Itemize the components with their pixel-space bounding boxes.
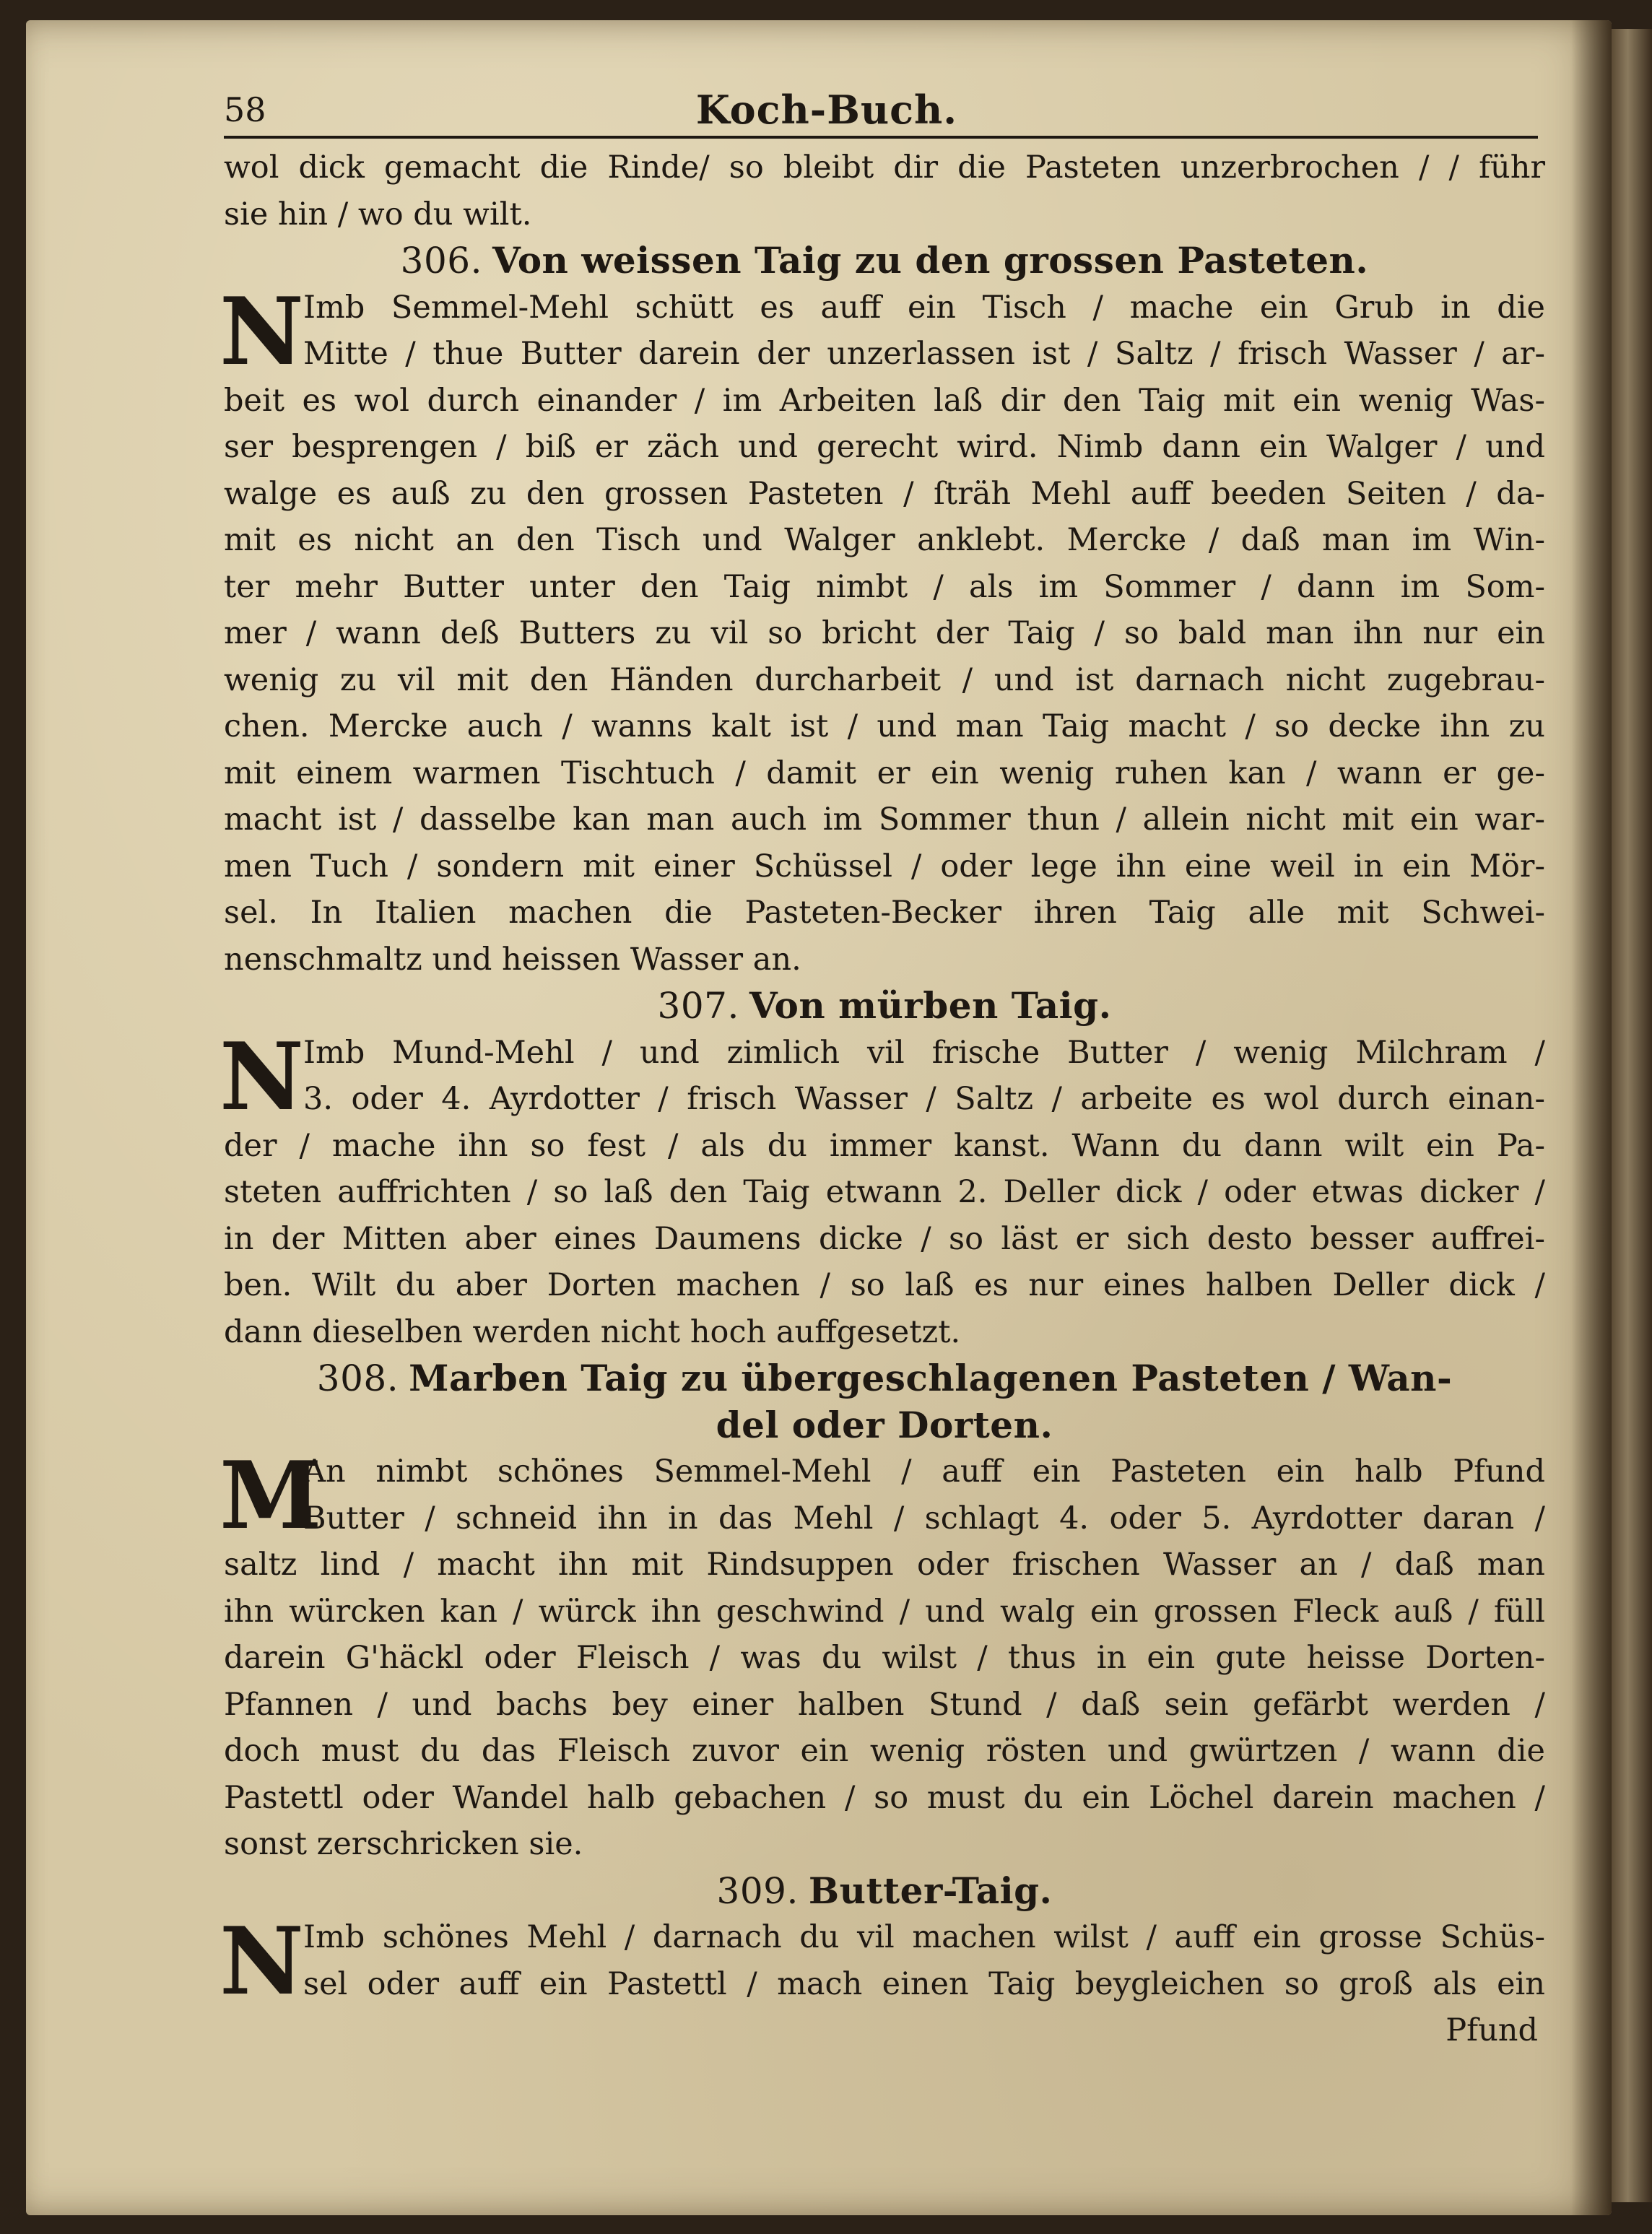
text-line: ser besprengen / biß er zäch und gerecht wird. Nimb dann ein Walger / und (224, 429, 1545, 465)
section-title: Von mürben Taig. (749, 984, 1112, 1027)
section-number: 307. (657, 985, 739, 1027)
section-number: 306. (400, 240, 482, 282)
text-line: saltz lind / macht ihn mit Rindsuppen oder frischen Wasser an / daß man (224, 1547, 1545, 1583)
text-line: Mitte / thue Butter darein der unzerlassen ist / Saltz / frisch Wasser / ar- (303, 336, 1545, 372)
drop-capital: M (219, 1442, 322, 1550)
text-line: macht ist / dasselbe kan man auch im Sommer thun / allein nicht mit ein war- (224, 801, 1545, 838)
text-line: ben. Wilt du aber Dorten machen / so laß es nur eines halben Deller dick / (224, 1267, 1545, 1303)
text-line: mer / wann deß Butters zu vil so bricht der Taig / so bald man ihn nur ein (224, 615, 1545, 651)
text-line: beit es wol durch einander / im Arbeiten laß dir den Taig mit ein wenig Was- (224, 382, 1545, 419)
section-number: 308. (316, 1357, 399, 1399)
text-line: 3. oder 4. Ayrdotter / frisch Wasser / Saltz / arbeite es wol durch einan- (303, 1081, 1545, 1117)
text-line: ter mehr Butter unter den Taig nimbt / als im Sommer / dann im Som- (224, 568, 1545, 605)
text-line: sel oder auff ein Pastettl / mach einen Taig beygleichen so groß als ein (303, 1965, 1545, 2002)
text-line: Imb Semmel-Mehl schütt es auff ein Tisch / mache ein Grub in die (303, 289, 1545, 326)
text-line: ihn würcken kan / würck ihn geschwind / und walg ein grossen Fleck auß / füll (224, 1593, 1545, 1630)
page-number: 58 (224, 90, 266, 129)
text-line: sel. In Italien machen die Pasteten-Becker ihren Taig alle mit Schwei- (224, 895, 1545, 931)
section-heading-309 (224, 1868, 1545, 1915)
section-heading-306 (224, 238, 1545, 284)
section-number: 309. (716, 1869, 799, 1912)
text-line: doch must du das Fleisch zuvor ein wenig rösten und gwürtzen / wann die (224, 1733, 1545, 1769)
text-line: in der Mitten aber eines Daumens dicke / so läst er sich desto besser auffrei- (224, 1220, 1545, 1257)
text-line: men Tuch / sondern mit einer Schüssel / oder lege ihn eine weil in ein Mör- (224, 848, 1545, 885)
text-line: Pastettl oder Wandel halb gebachen / so must du ein Löchel darein machen / (224, 1779, 1545, 1816)
drop-capital: N (219, 1908, 304, 2016)
page-header (224, 79, 1545, 133)
text-line: walge es auß zu den grossen Pasteten / ſträh Mehl auff beeden Seiten / da- (224, 475, 1545, 512)
header-rule (224, 136, 1538, 139)
section-title-continued: del oder Dorten. (716, 1403, 1053, 1446)
section-heading-307 (224, 983, 1545, 1030)
section-heading-308-continued (224, 1402, 1545, 1449)
text-line: dann dieselben werden nicht hoch auffgesetzt. (224, 1313, 961, 1350)
book-fore-edge (1612, 29, 1652, 2202)
section-title: Von weissen Taig zu den grossen Pasteten. (492, 239, 1369, 282)
section-title: Butter-Taig. (808, 1869, 1053, 1912)
text-line: der / mache ihn so fest / als du immer kanst. Wann du dann wilt ein Pa- (224, 1127, 1545, 1164)
text-line: mit es nicht an den Tisch und Walger anklebt. Mercke / daß man im Win- (224, 522, 1545, 558)
section-body-309 (219, 1908, 1545, 2016)
section-body-306 (219, 277, 1545, 983)
text-line: steten auffrichten / so laß den Taig etwann 2. Deller dick / oder etwas dicker / (224, 1174, 1545, 1210)
text-line: Butter / schneid ihn in das Mehl / schlagt 4. oder 5. Ayrdotter daran / (303, 1500, 1545, 1537)
text-line: mit einem warmen Tischtuch / damit er ein wenig ruhen kan / wann er ge- (224, 755, 1545, 791)
section-heading-308 (224, 1355, 1545, 1402)
text-line: nenschmaltz und heissen Wasser an. (224, 941, 801, 978)
section-body-308 (219, 1442, 1545, 1868)
text-line: sonst zerschricken sie. (224, 1826, 583, 1862)
drop-capital: N (219, 1022, 304, 1131)
page-text (219, 79, 1545, 2054)
drop-capital: N (219, 277, 304, 386)
page-gutter-shadow (1571, 20, 1612, 2215)
catchword: Pfund (1446, 2012, 1538, 2048)
running-title: Koch-Buch. (695, 86, 958, 133)
section-body-307 (219, 1022, 1545, 1356)
text-line: Imb Mund-Mehl / und zimlich vil frische Butter / wenig Milchram / (303, 1034, 1545, 1071)
text-line: chen. Mercke auch / wanns kalt ist / und man Taig macht / so decke ihn zu (224, 708, 1545, 744)
text-line: Pfannen / und bachs bey einer halben Stund / daß sein gefärbt werden / (224, 1686, 1545, 1723)
text-line: sie hin / wo du wilt. (224, 196, 532, 232)
text-line: An nimbt schönes Semmel-Mehl / auff ein Pasteten ein halb Pfund (303, 1453, 1545, 1490)
text-line: wenig zu vil mit den Händen durcharbeit / und ist darnach nicht zugebrau- (224, 661, 1545, 698)
section-title: Marben Taig zu übergeschlagenen Pasteten / Wan- (409, 1357, 1453, 1399)
text-line: wol dick gemacht die Rinde/ so bleibt dir die Pasteten unzerbrochen / / führ (224, 149, 1545, 186)
text-line: Imb schönes Mehl / darnach du vil machen wilst / auff ein grosse Schüs- (303, 1919, 1545, 1955)
text-line: darein G'häckl oder Fleisch / was du wilst / thus in ein gute heisse Dorten- (224, 1640, 1545, 1676)
